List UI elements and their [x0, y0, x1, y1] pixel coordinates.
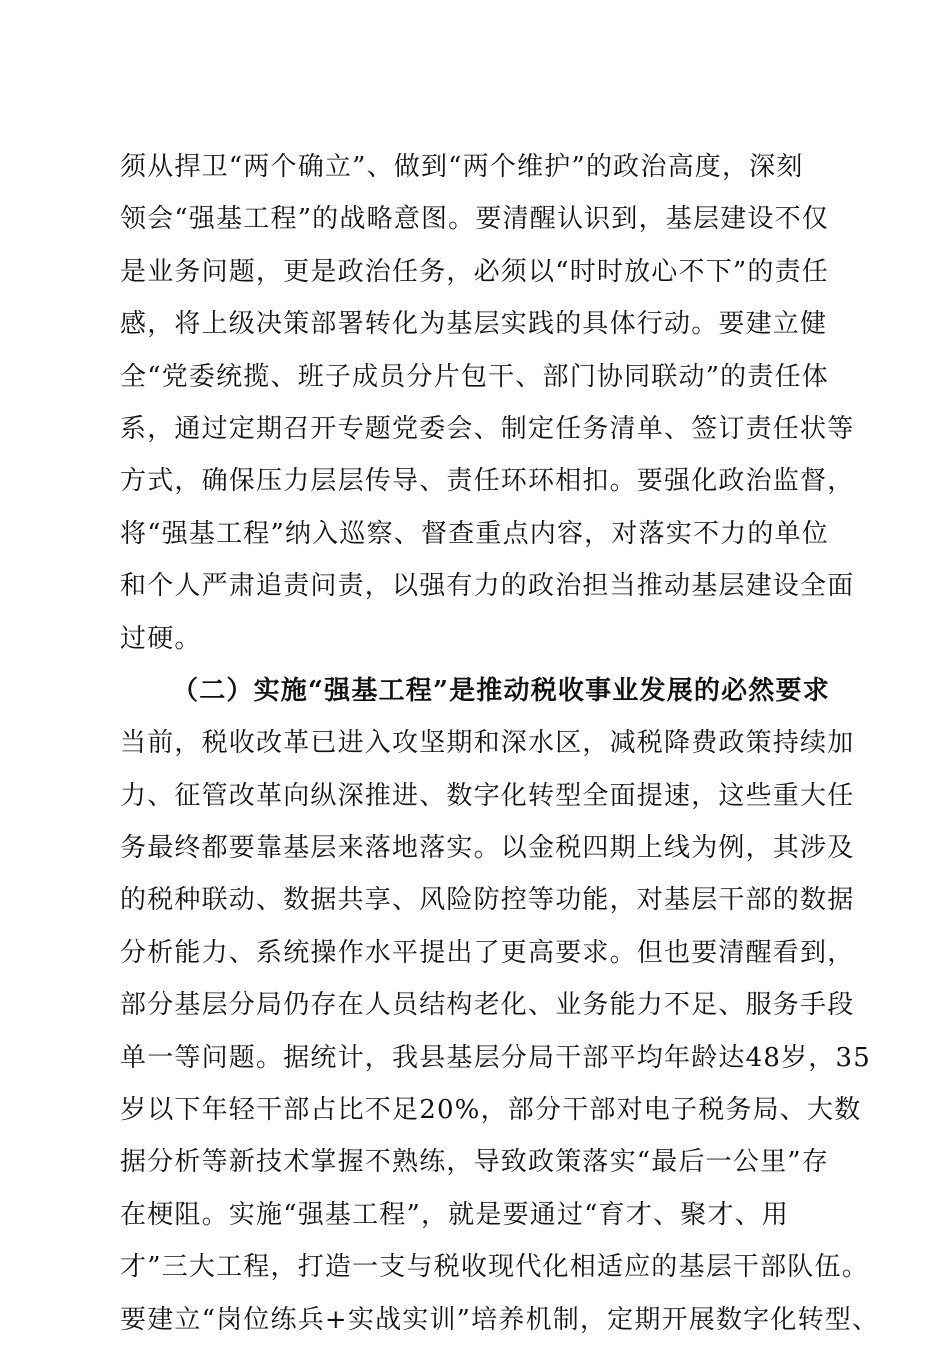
paragraph-line: 须从捍卫“两个确立”、做到“两个维护”的政治高度，深刻: [120, 152, 804, 182]
paragraph-line: 是业务问题，更是政治任务，必须以“时时放心不下”的责任: [120, 256, 829, 287]
paragraph-line: 和个人严肃追责问责，以强有力的政治担当推动基层建设全面: [120, 571, 855, 602]
paragraph-line: 在梗阻。实施“强基工程”，就是要通过“育才、聚才、用: [120, 1199, 790, 1230]
paragraph-line: 全“党委统揽、班子成员分片包干、部门协同联动”的责任体: [120, 361, 829, 392]
document-body: [120, 141, 880, 1346]
paragraph-line: 方式，确保压力层层传导、责任环环相扣。要强化政治监督，: [120, 466, 855, 497]
paragraph-line: 系，通过定期召开专题党委会、制定任务清单、签订责任状等: [120, 413, 855, 444]
paragraph-line: 的税种联动、数据共享、风险防控等功能，对基层干部的数据: [120, 885, 855, 916]
paragraph-line: 单一等问题。据统计，我县基层分局干部平均年龄达48岁，35: [120, 1042, 871, 1073]
paragraph-line: 当前，税收改革已进入攻坚期和深水区，减税降费政策持续加: [120, 728, 855, 759]
paragraph-line: 分析能力、系统操作水平提出了更高要求。但也要清醒看到，: [120, 937, 855, 968]
paragraph-line: 将“强基工程”纳入巡察、督查重点内容，对落实不力的单位: [120, 518, 829, 549]
paragraph-line: 务最终都要靠基层来落地落实。以金税四期上线为例，其涉及: [120, 833, 855, 864]
paragraph-line: 感，将上级决策部署转化为基层实践的具体行动。要建立健: [120, 309, 828, 340]
paragraph-line: 力、征管改革向纵深推进、数字化转型全面提速，这些重大任: [120, 780, 855, 811]
paragraph-line: 据分析等新技术掌握不熟练，导致政策落实“最后一公里”存: [120, 1147, 829, 1178]
section-heading: （二）实施“强基工程”是推动税收事业发展的必然要求: [172, 675, 830, 706]
paragraph-line: 过硬。: [120, 623, 202, 654]
paragraph-line: 要建立“岗位练兵+实战实训”培养机制，定期开展数字化转型、: [120, 1304, 880, 1335]
paragraph-line: 才”三大工程，打造一支与税收现代化相适应的基层干部队伍。: [120, 1252, 869, 1283]
paragraph-line: 岁以下年轻干部占比不足20%，部分干部对电子税务局、大数: [120, 1095, 862, 1126]
paragraph-line: 部分基层分局仍存在人员结构老化、业务能力不足、服务手段: [120, 990, 855, 1021]
paragraph-line: 领会“强基工程”的战略意图。要清醒认识到，基层建设不仅: [120, 204, 829, 235]
